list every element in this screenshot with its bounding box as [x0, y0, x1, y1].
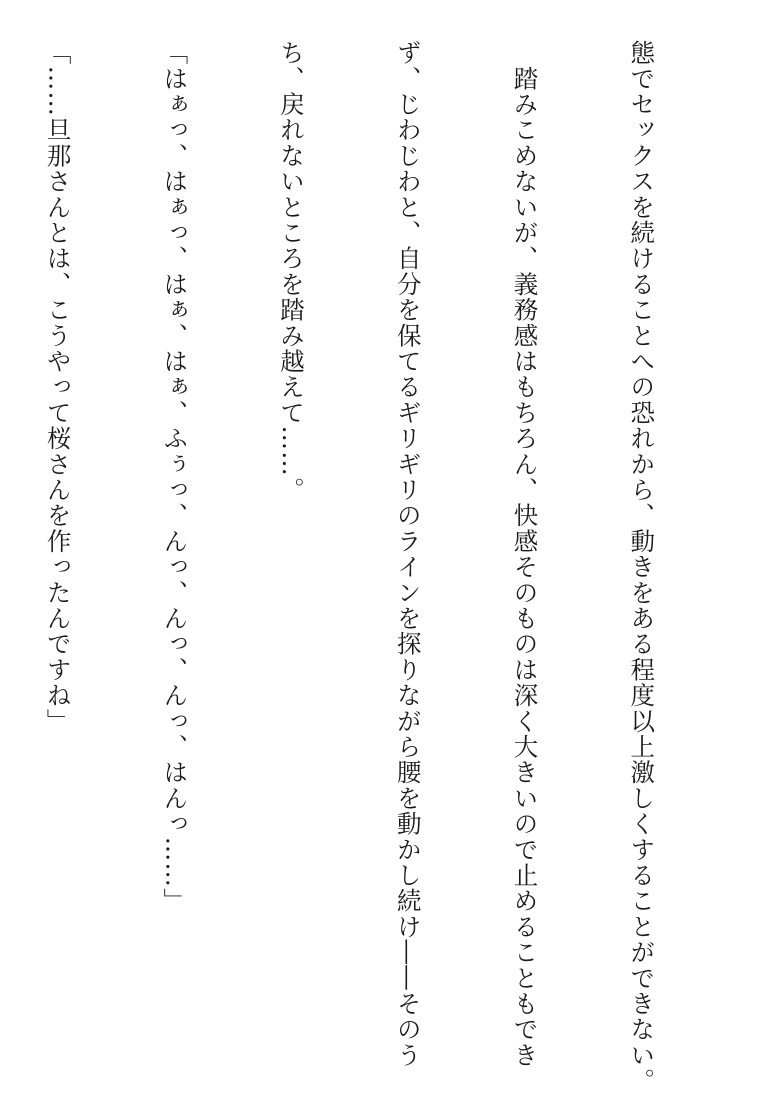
text-line: 踏みこめないが、義務感はもちろん、快感そのものは深く大きいので止めることもでき: [510, 40, 540, 1068]
vertical-text-body: [0, 40, 738, 1094]
text-line: 「はぁっ、はぁっ、はぁ、はぁ、ふぅっ、んっ、んっ、んっ、はんっ……」: [160, 40, 190, 914]
text-line: ち、戻れないところを踏み越えて……。: [277, 40, 307, 503]
text-line: 「……旦那さんとは、こうやって桜さんを作ったんですね」: [43, 40, 73, 734]
text-line: 態でセックスを続けることへの恐れから、動きをある程度以上激しくすることができない。: [627, 40, 657, 1094]
text-line: ず、じわじわと、自分を保てるギリギリのラインを探りながら腰を動かし続け――そのう: [393, 40, 423, 1068]
